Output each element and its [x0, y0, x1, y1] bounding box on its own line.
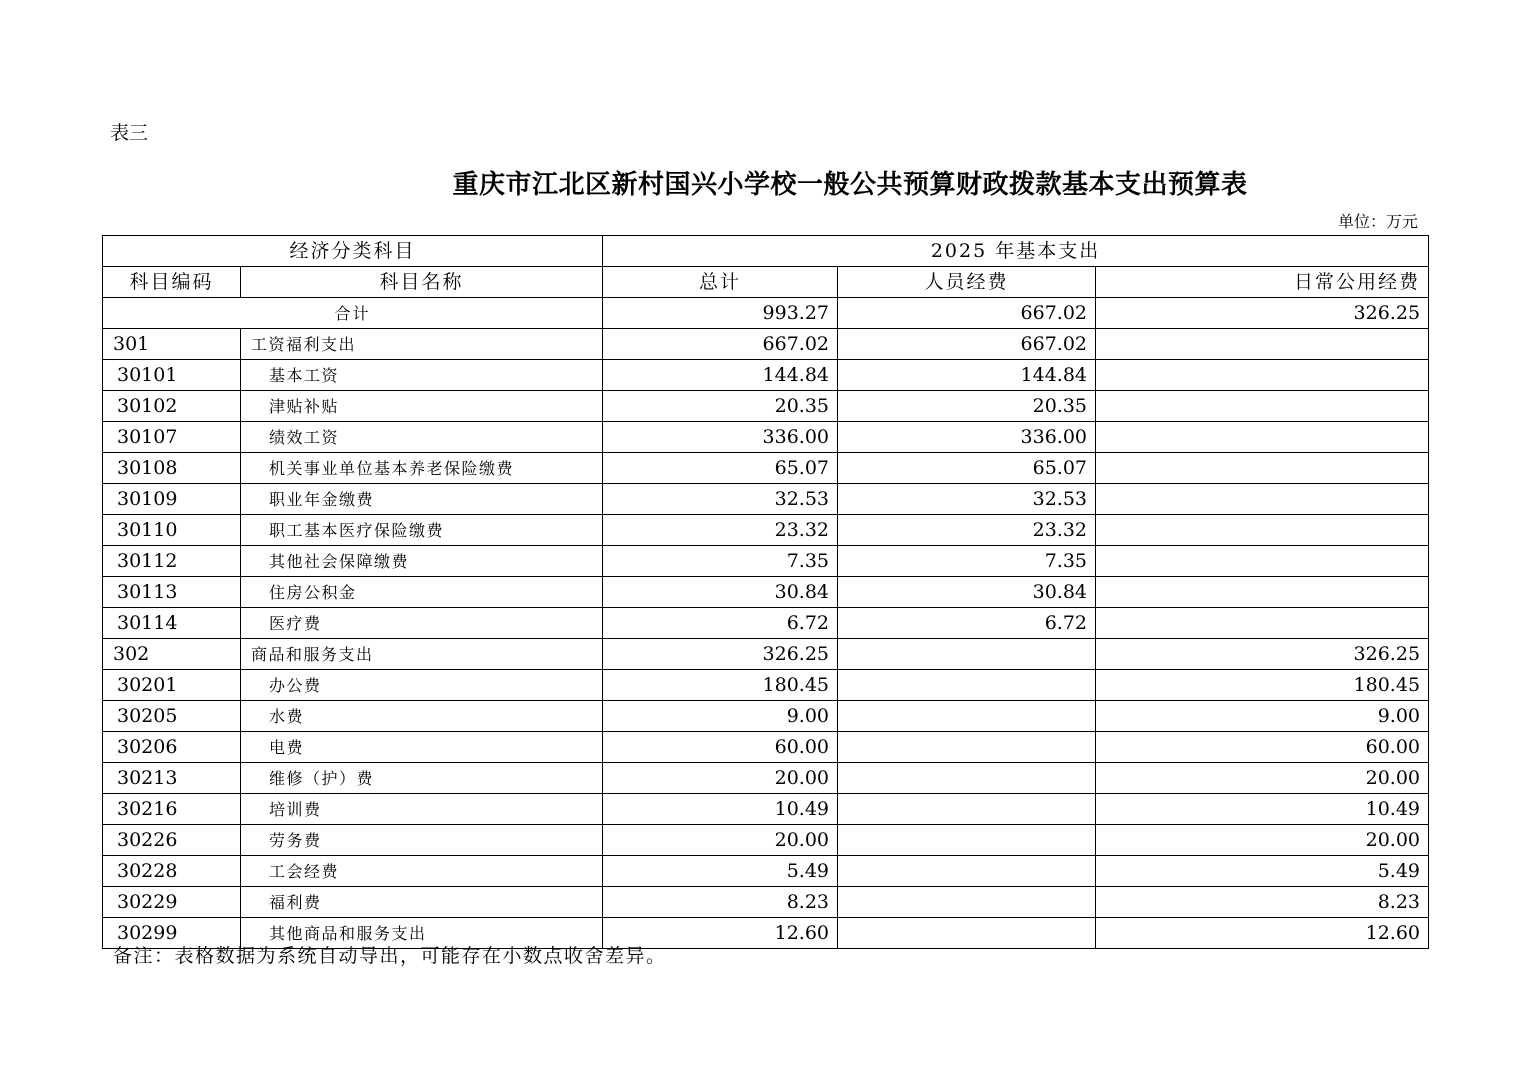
total-total: 993.27 [603, 298, 838, 329]
row-personnel: 23.32 [838, 515, 1096, 546]
row-name: 工会经费 [241, 856, 603, 887]
row-daily [1096, 608, 1429, 639]
row-daily [1096, 577, 1429, 608]
row-name: 福利费 [241, 887, 603, 918]
table-row [103, 391, 1429, 422]
row-daily: 60.00 [1096, 732, 1429, 763]
row-daily: 9.00 [1096, 701, 1429, 732]
header-basic-expenditure-year: 2025 年基本支出 [603, 236, 1429, 267]
table-row [103, 422, 1429, 453]
row-total: 20.00 [603, 763, 838, 794]
row-code: 30108 [103, 453, 241, 484]
table-row [103, 887, 1429, 918]
row-total: 32.53 [603, 484, 838, 515]
table-row [103, 856, 1429, 887]
header-column-row [103, 267, 1429, 298]
row-code: 301 [103, 329, 241, 360]
table-row [103, 484, 1429, 515]
row-name: 基本工资 [241, 360, 603, 391]
row-personnel: 667.02 [838, 329, 1096, 360]
row-code: 30110 [103, 515, 241, 546]
row-total: 65.07 [603, 453, 838, 484]
row-code: 30107 [103, 422, 241, 453]
total-daily: 326.25 [1096, 298, 1429, 329]
row-name: 劳务费 [241, 825, 603, 856]
row-total: 60.00 [603, 732, 838, 763]
row-code: 30109 [103, 484, 241, 515]
row-total: 30.84 [603, 577, 838, 608]
row-name: 商品和服务支出 [241, 639, 603, 670]
row-total: 20.00 [603, 825, 838, 856]
row-daily [1096, 515, 1429, 546]
table-row [103, 763, 1429, 794]
table-row [103, 515, 1429, 546]
row-daily: 5.49 [1096, 856, 1429, 887]
table-row [103, 546, 1429, 577]
table-row [103, 577, 1429, 608]
table-row [103, 794, 1429, 825]
header-code: 科目编码 [103, 267, 241, 298]
header-personnel: 人员经费 [838, 267, 1096, 298]
row-name: 其他社会保障缴费 [241, 546, 603, 577]
row-personnel: 20.35 [838, 391, 1096, 422]
table-row [103, 608, 1429, 639]
row-daily [1096, 422, 1429, 453]
row-total: 8.23 [603, 887, 838, 918]
row-personnel [838, 794, 1096, 825]
row-name: 津贴补贴 [241, 391, 603, 422]
row-name: 住房公积金 [241, 577, 603, 608]
page-title: 重庆市江北区新村国兴小学校一般公共预算财政拨款基本支出预算表 [452, 170, 1248, 200]
row-name: 绩效工资 [241, 422, 603, 453]
row-total: 180.45 [603, 670, 838, 701]
row-name: 其他商品和服务支出 [241, 918, 603, 949]
row-daily: 20.00 [1096, 763, 1429, 794]
row-personnel [838, 670, 1096, 701]
header-daily: 日常公用经费 [1096, 267, 1429, 298]
budget-table [102, 235, 1429, 949]
row-daily [1096, 391, 1429, 422]
row-total: 667.02 [603, 329, 838, 360]
row-total: 23.32 [603, 515, 838, 546]
table-row [103, 825, 1429, 856]
row-code: 30201 [103, 670, 241, 701]
header-name: 科目名称 [241, 267, 603, 298]
row-personnel: 30.84 [838, 577, 1096, 608]
header-economic-classification: 经济分类科目 [103, 236, 603, 267]
row-personnel: 144.84 [838, 360, 1096, 391]
row-daily: 10.49 [1096, 794, 1429, 825]
unit-label: 单位：万元 [1337, 212, 1418, 231]
row-personnel: 6.72 [838, 608, 1096, 639]
row-personnel: 7.35 [838, 546, 1096, 577]
table-row [103, 329, 1429, 360]
table-row [103, 360, 1429, 391]
row-total: 20.35 [603, 391, 838, 422]
row-total: 12.60 [603, 918, 838, 949]
row-daily [1096, 484, 1429, 515]
row-name: 电费 [241, 732, 603, 763]
row-personnel [838, 825, 1096, 856]
row-daily: 12.60 [1096, 918, 1429, 949]
row-code: 302 [103, 639, 241, 670]
table-row [103, 670, 1429, 701]
row-total: 326.25 [603, 639, 838, 670]
row-total: 6.72 [603, 608, 838, 639]
row-daily: 180.45 [1096, 670, 1429, 701]
row-code: 30213 [103, 763, 241, 794]
row-code: 30206 [103, 732, 241, 763]
row-code: 30229 [103, 887, 241, 918]
row-name: 职工基本医疗保险缴费 [241, 515, 603, 546]
row-personnel [838, 918, 1096, 949]
header-total: 总计 [603, 267, 838, 298]
row-name: 水费 [241, 701, 603, 732]
row-name: 职业年金缴费 [241, 484, 603, 515]
row-name: 工资福利支出 [241, 329, 603, 360]
row-code: 30299 [103, 918, 241, 949]
total-label: 合计 [103, 298, 603, 329]
row-name: 医疗费 [241, 608, 603, 639]
table-row [103, 453, 1429, 484]
row-daily: 20.00 [1096, 825, 1429, 856]
table-label: 表三 [110, 122, 149, 144]
row-code: 30216 [103, 794, 241, 825]
row-code: 30112 [103, 546, 241, 577]
table-row [103, 701, 1429, 732]
footnote: 备注：表格数据为系统自动导出，可能存在小数点收舍差异。 [113, 945, 667, 967]
row-daily: 326.25 [1096, 639, 1429, 670]
row-personnel [838, 732, 1096, 763]
row-personnel: 65.07 [838, 453, 1096, 484]
row-daily [1096, 546, 1429, 577]
row-name: 办公费 [241, 670, 603, 701]
total-personnel: 667.02 [838, 298, 1096, 329]
row-personnel: 336.00 [838, 422, 1096, 453]
row-total: 5.49 [603, 856, 838, 887]
total-row [103, 298, 1429, 329]
row-code: 30226 [103, 825, 241, 856]
row-total: 9.00 [603, 701, 838, 732]
row-personnel [838, 856, 1096, 887]
row-name: 培训费 [241, 794, 603, 825]
row-personnel [838, 639, 1096, 670]
row-daily [1096, 360, 1429, 391]
row-personnel [838, 701, 1096, 732]
row-daily [1096, 453, 1429, 484]
table-row [103, 732, 1429, 763]
header-group-row [103, 236, 1429, 267]
row-personnel [838, 887, 1096, 918]
row-code: 30101 [103, 360, 241, 391]
table-row [103, 639, 1429, 670]
row-personnel [838, 763, 1096, 794]
row-daily: 8.23 [1096, 887, 1429, 918]
row-total: 10.49 [603, 794, 838, 825]
row-name: 维修（护）费 [241, 763, 603, 794]
row-personnel: 32.53 [838, 484, 1096, 515]
row-name: 机关事业单位基本养老保险缴费 [241, 453, 603, 484]
row-code: 30113 [103, 577, 241, 608]
row-code: 30114 [103, 608, 241, 639]
row-code: 30228 [103, 856, 241, 887]
row-total: 336.00 [603, 422, 838, 453]
row-code: 30102 [103, 391, 241, 422]
row-total: 144.84 [603, 360, 838, 391]
row-code: 30205 [103, 701, 241, 732]
row-total: 7.35 [603, 546, 838, 577]
row-daily [1096, 329, 1429, 360]
